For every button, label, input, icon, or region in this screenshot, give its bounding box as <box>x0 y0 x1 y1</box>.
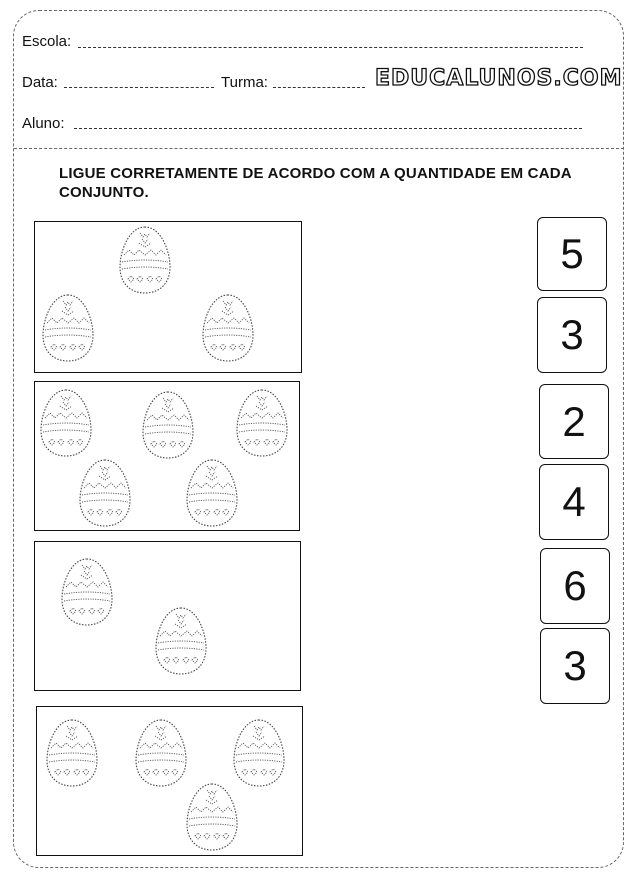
easter-egg-icon <box>133 718 189 788</box>
date-label: Data: <box>22 74 58 91</box>
school-label: Escola: <box>22 33 72 50</box>
easter-egg-icon <box>117 225 173 295</box>
easter-egg-icon <box>184 458 240 528</box>
easter-egg-icon <box>44 718 100 788</box>
easter-egg-icon <box>38 388 94 458</box>
school-field[interactable] <box>78 47 583 48</box>
easter-egg-icon <box>231 718 287 788</box>
number-box-6[interactable]: 3 <box>540 628 610 704</box>
date-field[interactable] <box>64 87 214 88</box>
class-field[interactable] <box>273 87 365 88</box>
number-box-5[interactable]: 6 <box>540 548 610 624</box>
number-box-2[interactable]: 3 <box>537 297 607 373</box>
number-box-3[interactable]: 2 <box>539 384 609 459</box>
easter-egg-icon <box>234 388 290 458</box>
header-divider <box>14 148 624 149</box>
class-label: Turma: <box>221 74 268 91</box>
easter-egg-icon <box>77 458 133 528</box>
instruction-text: LIGUE CORRETAMENTE DE ACORDO COM A QUANTIDADE EM CADA CONJUNTO. <box>59 165 572 201</box>
student-label: Aluno: <box>22 115 65 132</box>
easter-egg-icon <box>200 293 256 363</box>
number-box-4[interactable]: 4 <box>539 464 609 540</box>
number-box-1[interactable]: 5 <box>537 217 607 291</box>
easter-egg-icon <box>153 606 209 676</box>
student-field[interactable] <box>74 128 582 129</box>
easter-egg-icon <box>184 782 240 852</box>
easter-egg-icon <box>59 557 115 627</box>
easter-egg-icon <box>140 390 196 460</box>
easter-egg-icon <box>40 293 96 363</box>
educalunos-logo: EDUCALUNOS.COM <box>375 66 623 91</box>
